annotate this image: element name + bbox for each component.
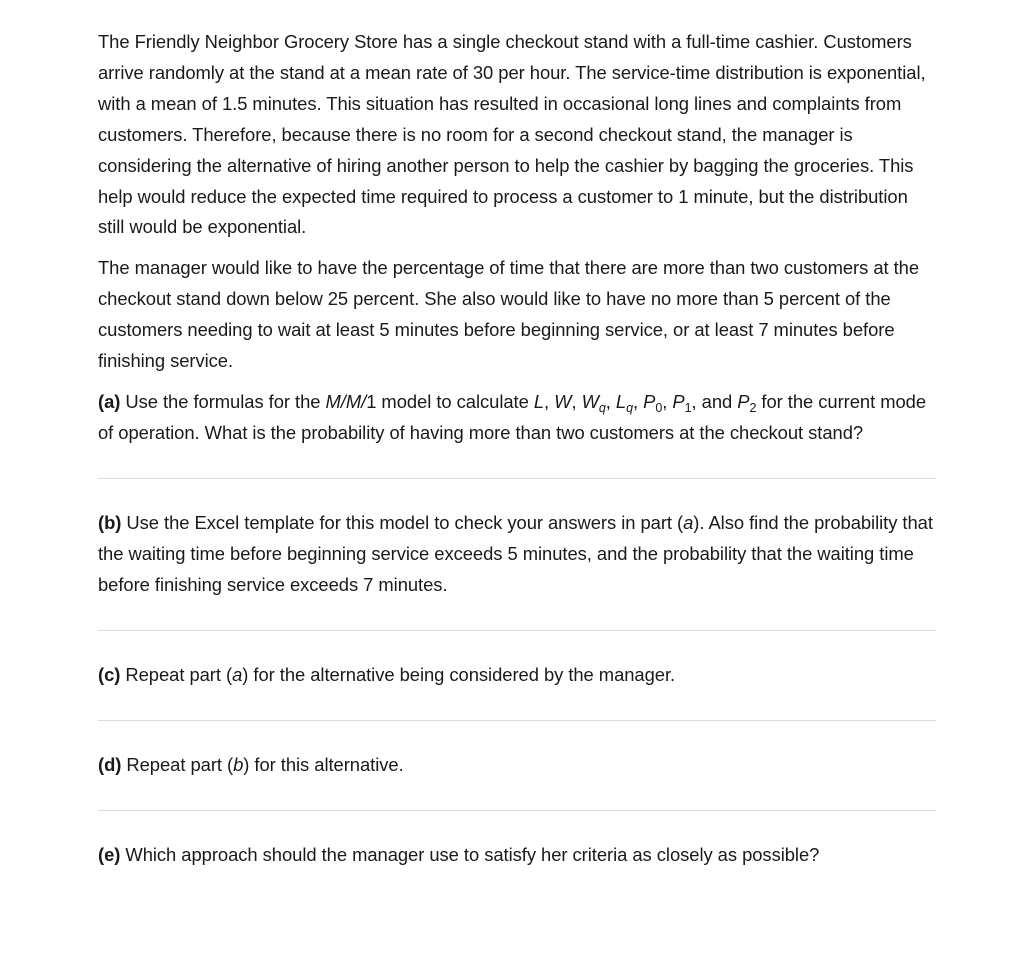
part-c-question: (c) Repeat part (a) for the alternative being considered by the manager. [98, 663, 676, 685]
answer-divider-d [98, 810, 936, 811]
problem-intro-paragraph: The Friendly Neighbor Grocery Store has a single checkout stand with a full-time cashier. Customers arrive randomly at the stand at a mean rate of 30 per hour. The service-time distribution is exponential, with a mean of 1.5 minutes. This situation has resulted in occasional long lines and complaints from customers. Therefore, because there is no room for a second checkout stand, the manager is considering the alternative of hiring another person to help the cashier by bagging the groceries. This help would reduce the expected time required to process a customer to 1 minute, but the distribution still would be exponential. [98, 31, 926, 238]
answer-divider-b [98, 630, 936, 631]
answer-divider-a [98, 478, 936, 479]
part-b-label: (b) [98, 511, 122, 533]
var-W: W [554, 390, 572, 412]
problem-content [98, 27, 936, 871]
var-P2: P [737, 390, 750, 412]
part-c-label: (c) [98, 663, 121, 685]
part-e-label: (e) [98, 844, 121, 866]
part-b-question: (b) Use the Excel template for this model to check your answers in part (a). Also find the probability that the waiting time before beginning service exceeds 5 minutes, and the probability that the waiting time before finishing service exceeds 7 minutes. [98, 511, 933, 595]
part-d-label: (d) [98, 754, 122, 776]
part-a-question: (a) Use the formulas for the M/M/1 model to calculate L, W, $W_q$, $L_q$, $P_0$, $P_1$, and $P_2$ for the current mode of operation. What is the probability of having more than two customers at the checkout stand? [98, 390, 927, 443]
model-name: M/M/ [325, 390, 367, 412]
var-L: L [533, 390, 545, 412]
var-Wq: W [581, 390, 599, 412]
var-P1: P [672, 390, 685, 412]
manager-criteria-paragraph: The manager would like to have the percentage of time that there are more than two customers at the checkout stand down below 25 percent. She also would like to have no more than 5 percent of the customers needing to wait at least 5 minutes before beginning service, or at least 7 minutes before finishing service. [98, 257, 920, 372]
var-P0: P [643, 390, 656, 412]
var-Lq: L [615, 390, 627, 412]
answer-divider-c [98, 720, 936, 721]
part-e-question: (e) Which approach should the manager use to satisfy her criteria as closely as possible? [98, 844, 820, 866]
part-d-question: (d) Repeat part (b) for this alternative. [98, 754, 404, 776]
part-a-label: (a) [98, 390, 121, 412]
